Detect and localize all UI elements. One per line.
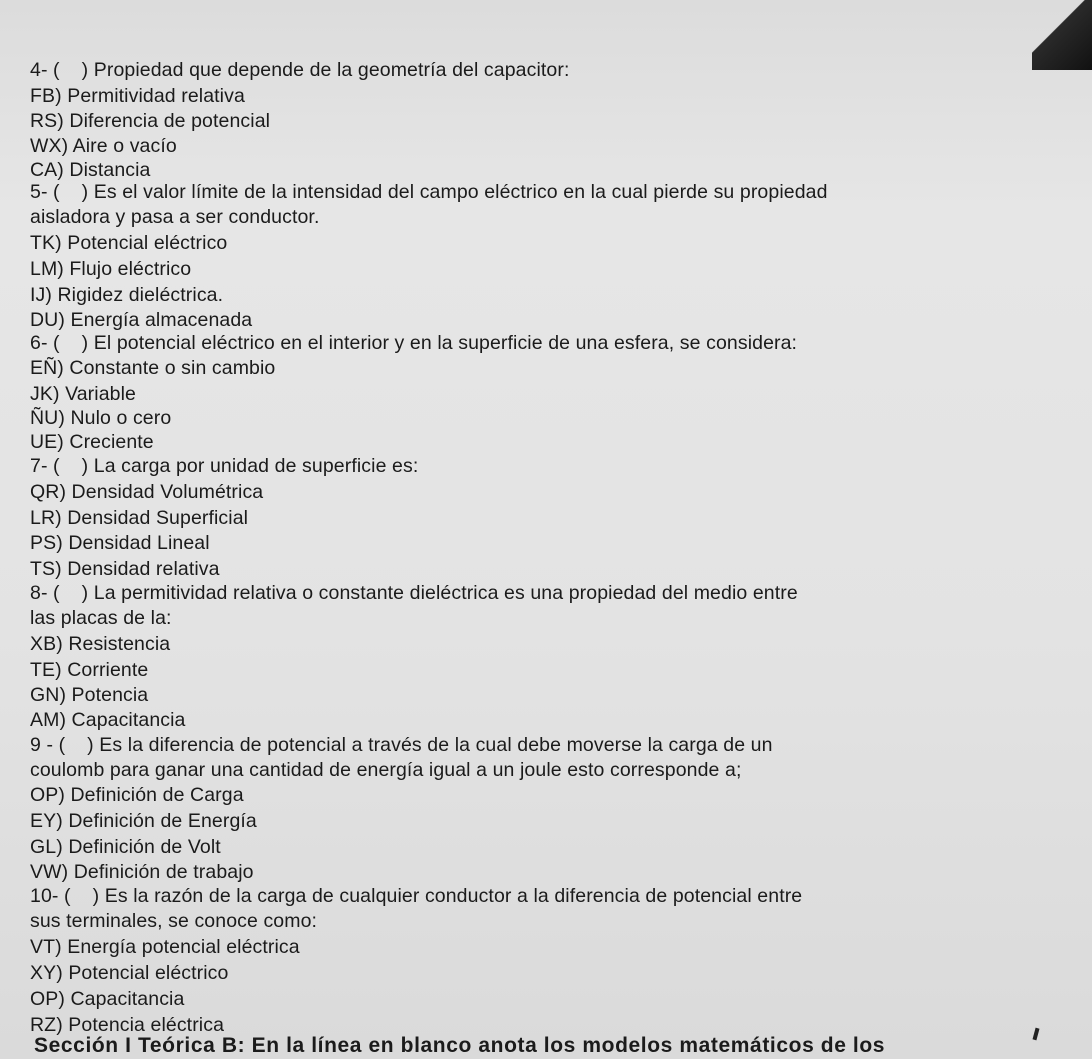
question-5-stem-cont: aisladora y pasa a ser conductor. (30, 206, 320, 228)
option: UE) Creciente (30, 431, 154, 453)
question-6-stem (30, 331, 797, 355)
question-8-stem-cont: las placas de la: (30, 607, 172, 629)
option: RZ) Potencia eléctrica (30, 1014, 225, 1036)
option: XY) Potencial eléctrico (30, 962, 229, 984)
question-10-stem-cont: sus terminales, se conoce como: (30, 910, 318, 932)
option: AM) Capacitancia (30, 709, 186, 731)
option: LM) Flujo eléctrico (30, 258, 192, 280)
option: OP) Definición de Carga (30, 784, 244, 806)
question-number: 9 - ( (30, 734, 66, 756)
option: OP) Capacitancia (30, 988, 185, 1010)
question-text: ) Es la razón de la carga de cualquier conductor a la diferencia de potencial entre (92, 885, 803, 907)
question-9-stem (30, 733, 773, 757)
option: WX) Aire o vacío (30, 135, 177, 157)
question-8-stem (30, 581, 798, 605)
question-number: 10- ( (30, 885, 71, 907)
question-10-stem (30, 884, 802, 908)
section-heading: Sección I Teórica B: En la línea en blanco anota los modelos matemáticos de los (34, 1034, 886, 1057)
option: ÑU) Nulo o cero (30, 407, 172, 429)
option: GL) Definición de Volt (30, 836, 221, 858)
option: TE) Corriente (30, 659, 149, 681)
question-text: ) La permitividad relativa o constante dieléctrica es una propiedad del medio entre (81, 582, 798, 604)
option: VT) Energía potencial eléctrica (30, 936, 300, 958)
question-number: 8- ( (30, 582, 60, 604)
question-text: ) Es la diferencia de potencial a través de la cual debe moverse la carga de un (87, 734, 773, 756)
question-4-stem (30, 58, 569, 82)
option: TK) Potencial eléctrico (30, 232, 228, 254)
option: EY) Definición de Energía (30, 810, 257, 832)
option: RS) Diferencia de potencial (30, 110, 271, 132)
question-text: ) El potencial eléctrico en el interior y en la superficie de una esfera, se considera: (81, 332, 798, 354)
option: FB) Permitividad relativa (30, 85, 245, 107)
question-number: 6- ( (30, 332, 60, 354)
question-number: 7- ( (30, 455, 60, 477)
option: QR) Densidad Volumétrica (30, 481, 264, 503)
option: DU) Energía almacenada (30, 309, 253, 331)
option: XB) Resistencia (30, 633, 171, 655)
question-text: ) Propiedad que depende de la geometría del capacitor: (81, 59, 570, 81)
question-number: 5- ( (30, 181, 60, 203)
option: TS) Densidad relativa (30, 558, 220, 580)
question-text: ) La carga por unidad de superficie es: (81, 455, 419, 477)
option: PS) Densidad Lineal (30, 532, 210, 554)
option: IJ) Rigidez dieléctrica. (30, 284, 224, 306)
pen-mark (1033, 1028, 1040, 1041)
option: CA) Distancia (30, 159, 151, 181)
question-9-stem-cont: coulomb para ganar una cantidad de energía igual a un joule esto corresponde a; (30, 759, 742, 781)
option: GN) Potencia (30, 684, 149, 706)
question-text: ) Es el valor límite de la intensidad del campo eléctrico en la cual pierde su propiedad (81, 181, 828, 203)
option: EÑ) Constante o sin cambio (30, 357, 276, 379)
question-7-stem (30, 454, 418, 478)
question-5-stem (30, 180, 828, 204)
option: JK) Variable (30, 383, 136, 405)
option: VW) Definición de trabajo (30, 861, 254, 883)
option: LR) Densidad Superficial (30, 507, 249, 529)
question-number: 4- ( (30, 59, 60, 81)
